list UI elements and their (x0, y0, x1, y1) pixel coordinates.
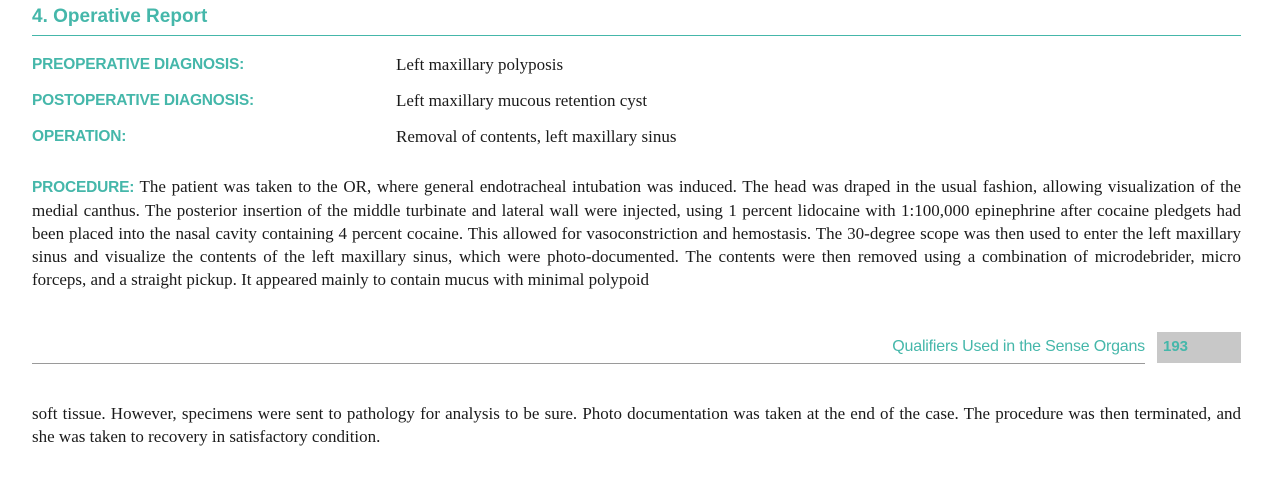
field-value: Left maxillary mucous retention cyst (396, 91, 648, 110)
field-label: OPERATION: (32, 128, 127, 145)
title-divider (32, 35, 1241, 36)
section-title: 4. Operative Report (32, 6, 208, 27)
field-postoperative-diagnosis (32, 91, 1241, 115)
field-value: Removal of contents, left maxillary sinus (396, 127, 677, 146)
procedure-text: The patient was taken to the OR, where general endotracheal intubation was induced. The head was draped in the usual fashion, allowing visualization of the medial canthus. The posterior insertion of the middle turbinate and lateral wall were injected, using 1 percent lidocaine with 1:100,000 epinephrine after cocaine pledgets had been placed into the nasal cavity containing 4 percent cocaine. This allowed for vasoconstriction and hemostasis. The 30-degree scope was then used to enter the left maxillary sinus and visualize the contents of the left maxillary sinus, which were photo-documented. The contents were then removed using a combination of microdebrider, micro forceps, and a straight pickup. It appeared mainly to contain mucus with minimal polypoid (32, 177, 1241, 289)
footer-divider (32, 363, 1145, 364)
page-number: 193 (1163, 338, 1189, 355)
field-value: Left maxillary polyposis (396, 55, 564, 74)
field-operation (32, 127, 1241, 151)
field-preoperative-diagnosis (32, 55, 1241, 79)
procedure-label: PROCEDURE: (32, 179, 135, 196)
procedure-continuation: soft tissue. However, specimens were sent to pathology for analysis to be sure. Photo documentation was taken at the end of the case. The procedure was then terminated, and she was taken to recovery in satisfactory condition. (32, 404, 1241, 446)
page-number-box (1157, 332, 1241, 363)
procedure-paragraph (32, 175, 1241, 291)
field-label: POSTOPERATIVE DIAGNOSIS: (32, 92, 254, 109)
field-label: PREOPERATIVE DIAGNOSIS: (32, 56, 245, 73)
running-footer-title: Qualifiers Used in the Sense Organs (892, 338, 1145, 355)
